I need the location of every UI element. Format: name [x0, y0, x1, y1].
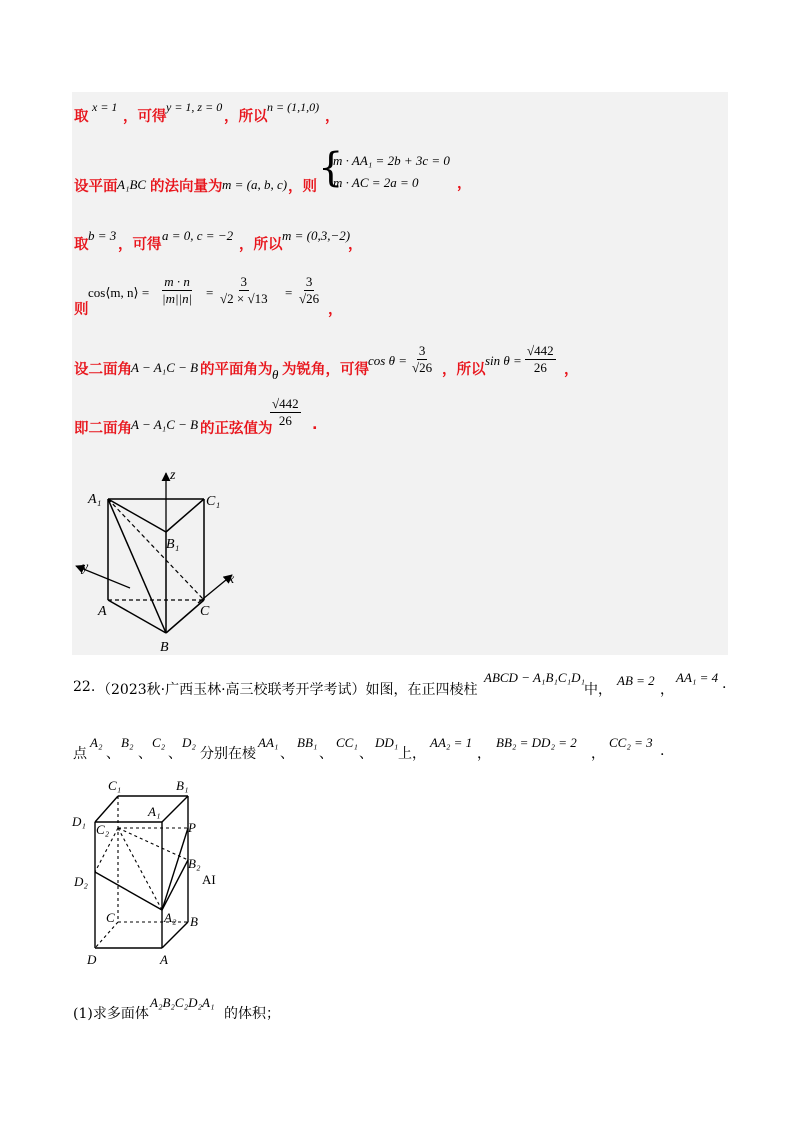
fig2-label-D1: D₁ [72, 814, 86, 829]
fig1-label-x: x [228, 572, 235, 587]
fig2-label-D2: D₂ [74, 874, 88, 889]
p22-line2-a: 点 [73, 746, 87, 762]
fig1-label-B1: B₁ [166, 537, 180, 552]
fig2-label-A1: A₁ [148, 804, 161, 819]
sol-line5-lead: 设二面角 [74, 362, 132, 378]
sol-line2-sys2: m · AC = 2a = 0 [333, 175, 419, 190]
p22-comma3: ， [591, 746, 605, 762]
frac2-den: √2 × √13 [220, 291, 268, 306]
sol-line4-cos: cos⟨m, n⟩ = [88, 285, 150, 300]
p22-sep6: 、 [359, 746, 373, 762]
sol-line2-then: ，则 [288, 179, 317, 195]
fig2-label-C: C [106, 910, 115, 925]
sol-line1-sep2: ，所以 [224, 109, 268, 125]
sol-line6-lead: 即二面角 [74, 421, 132, 437]
frac3-num: 3 [305, 274, 313, 289]
p22-bb2: BB₂ = DD₂ = 2 [496, 735, 577, 750]
sol-line3-sep2: ，所以 [239, 237, 283, 253]
sol-line3-end: ， [348, 237, 363, 253]
sol-line2-mid: 的法向量为 [150, 179, 223, 195]
sin-ans-den: 26 [278, 413, 292, 428]
p22-source: （2023秋·广西玉林·高三校联考开学考试）如图，在正四棱柱 [97, 682, 478, 698]
sol-line5-sinfrac [525, 343, 556, 376]
sol-line6-mid: 的正弦值为 [200, 421, 273, 437]
sol-line4-frac2 [218, 274, 270, 307]
p22-aa2: AA₂ = 1 [430, 735, 473, 750]
frac3-den: √26 [299, 291, 320, 306]
cos-den: √26 [412, 360, 433, 375]
sol-line5-mid: 的平面角为 [200, 362, 273, 378]
p22-dot: . [722, 676, 727, 692]
p22-pt-B2: B₂ [121, 735, 134, 750]
fig2-label-B: B [190, 914, 198, 929]
p22-comma1: ， [660, 682, 674, 698]
fig2-label-B1: B₁ [176, 778, 189, 793]
p22-sep2: 、 [138, 746, 152, 762]
fig1-label-A1: A₁ [88, 492, 102, 507]
sol-line1-take: 取 [74, 109, 89, 125]
sol-line4-eq1: = [206, 285, 214, 300]
fig2-label-C2: C₂ [96, 822, 110, 837]
sol-line1-end: ， [325, 109, 340, 125]
p22-q1-math: A₂B₂C₂D₂A₁ [150, 995, 215, 1010]
sin-ans-num: √442 [272, 396, 299, 411]
sol-line5-angle: A − A₁C − B [131, 360, 199, 375]
p22-aa1: AA₁ = 4 [676, 670, 719, 685]
fig1-label-y: y [82, 560, 89, 575]
fig2-label-A2: A₂ [164, 910, 177, 925]
p22-ab: AB = 2 [617, 673, 655, 688]
fig1-label-C: C [200, 604, 210, 619]
sol-brace-icon: { [318, 145, 344, 191]
sol-line6-frac [270, 396, 301, 429]
sol-line5-cos: cos θ = [368, 353, 407, 368]
fig2-label-D: D [87, 952, 97, 967]
sol-line6-end: . [312, 417, 318, 433]
fig2-label-A: A [160, 952, 168, 967]
p22-pt-A2: A₂ [90, 735, 103, 750]
fig2-label-AI: AI [202, 872, 216, 887]
p22-edge-CC1: CC₁ [336, 735, 358, 750]
figure-prism-axes [70, 465, 250, 655]
fig1-label-B: B [160, 640, 169, 655]
sol-line5-mid3: ，所以 [442, 362, 486, 378]
p22-cc2: CC₂ = 3 [609, 735, 653, 750]
p22-edge-BB1: BB₁ [297, 735, 318, 750]
sol-line6-angle: A − A₁C − B [131, 417, 199, 432]
sol-line2-plane: A₁BC [117, 177, 147, 192]
sol-line2-lead: 设平面 [74, 179, 118, 195]
p22-prism: ABCD − A₁B₁C₁D₁ [484, 670, 585, 685]
sin-num: √442 [527, 343, 554, 358]
frac1-num: m · n [164, 274, 190, 289]
sol-line5-end: ， [564, 362, 579, 378]
fig2-label-B2: B₂ [188, 856, 201, 871]
sol-line5-sin: sin θ = [485, 353, 522, 368]
p22-sep5: 、 [319, 746, 333, 762]
sol-line4-end: ， [328, 302, 343, 318]
sol-line5-cosfrac [410, 343, 434, 376]
sol-line3-sep1: ，可得 [118, 237, 162, 253]
sol-line4-frac3 [297, 274, 321, 307]
sol-line2-sys1: m · AA₁ = 2b + 3c = 0 [333, 153, 450, 168]
frac2-num: 3 [240, 274, 248, 289]
p22-edge-AA1: AA₁ [258, 735, 279, 750]
sol-line2-m: m = (a, b, c) [222, 177, 288, 192]
p22-pt-C2: C₂ [152, 735, 166, 750]
cos-num: 3 [418, 343, 426, 358]
sol-line1-n: n = (1,1,0) [267, 100, 320, 114]
sol-line3-b: b = 3 [88, 228, 117, 243]
p22-number: 22. [73, 679, 96, 695]
sin-den: 26 [533, 360, 547, 375]
p22-comma2: ， [477, 746, 491, 762]
sol-line3-ac: a = 0, c = −2 [162, 228, 234, 243]
fig2-label-C1: C₁ [108, 778, 122, 793]
sol-line3-take: 取 [74, 237, 89, 253]
sol-line5-theta: θ [272, 367, 279, 382]
sol-line4-then: 则 [74, 302, 89, 318]
sol-line4-eq2: = [285, 285, 293, 300]
p22-sep4: 、 [280, 746, 294, 762]
fig2-label-P: P [188, 820, 196, 835]
p22-q1-end: 的体积； [224, 1006, 280, 1022]
fig1-label-C1: C₁ [206, 494, 221, 509]
sol-line1-x: x = 1 [92, 100, 118, 114]
p22-sep1: 、 [106, 746, 120, 762]
p22-pt-D2: D₂ [182, 735, 196, 750]
p22-edge-DD1: DD₁ [375, 735, 399, 750]
p22-dot2: . [660, 743, 665, 759]
frac1-den: |m||n| [162, 291, 193, 306]
sol-line4-frac1 [160, 274, 194, 307]
sol-line5-mid2: 为锐角，可得 [282, 362, 369, 378]
p22-line2-b: 分别在棱 [200, 746, 256, 762]
figure-square-prism [70, 770, 270, 970]
p22-sep3: 、 [168, 746, 182, 762]
fig1-label-A: A [98, 604, 107, 619]
sol-line1-sep1: ，可得 [123, 109, 167, 125]
p22-q1-lead: (1)求多面体 [73, 1006, 149, 1022]
p22-in: 中， [584, 682, 612, 698]
p22-on: 上， [398, 746, 426, 762]
fig1-label-z: z [170, 468, 176, 483]
sol-line1-yz: y = 1, z = 0 [166, 100, 223, 114]
sol-line2-end: ， [457, 176, 472, 192]
sol-line3-m: m = (0,3,−2) [282, 228, 351, 243]
